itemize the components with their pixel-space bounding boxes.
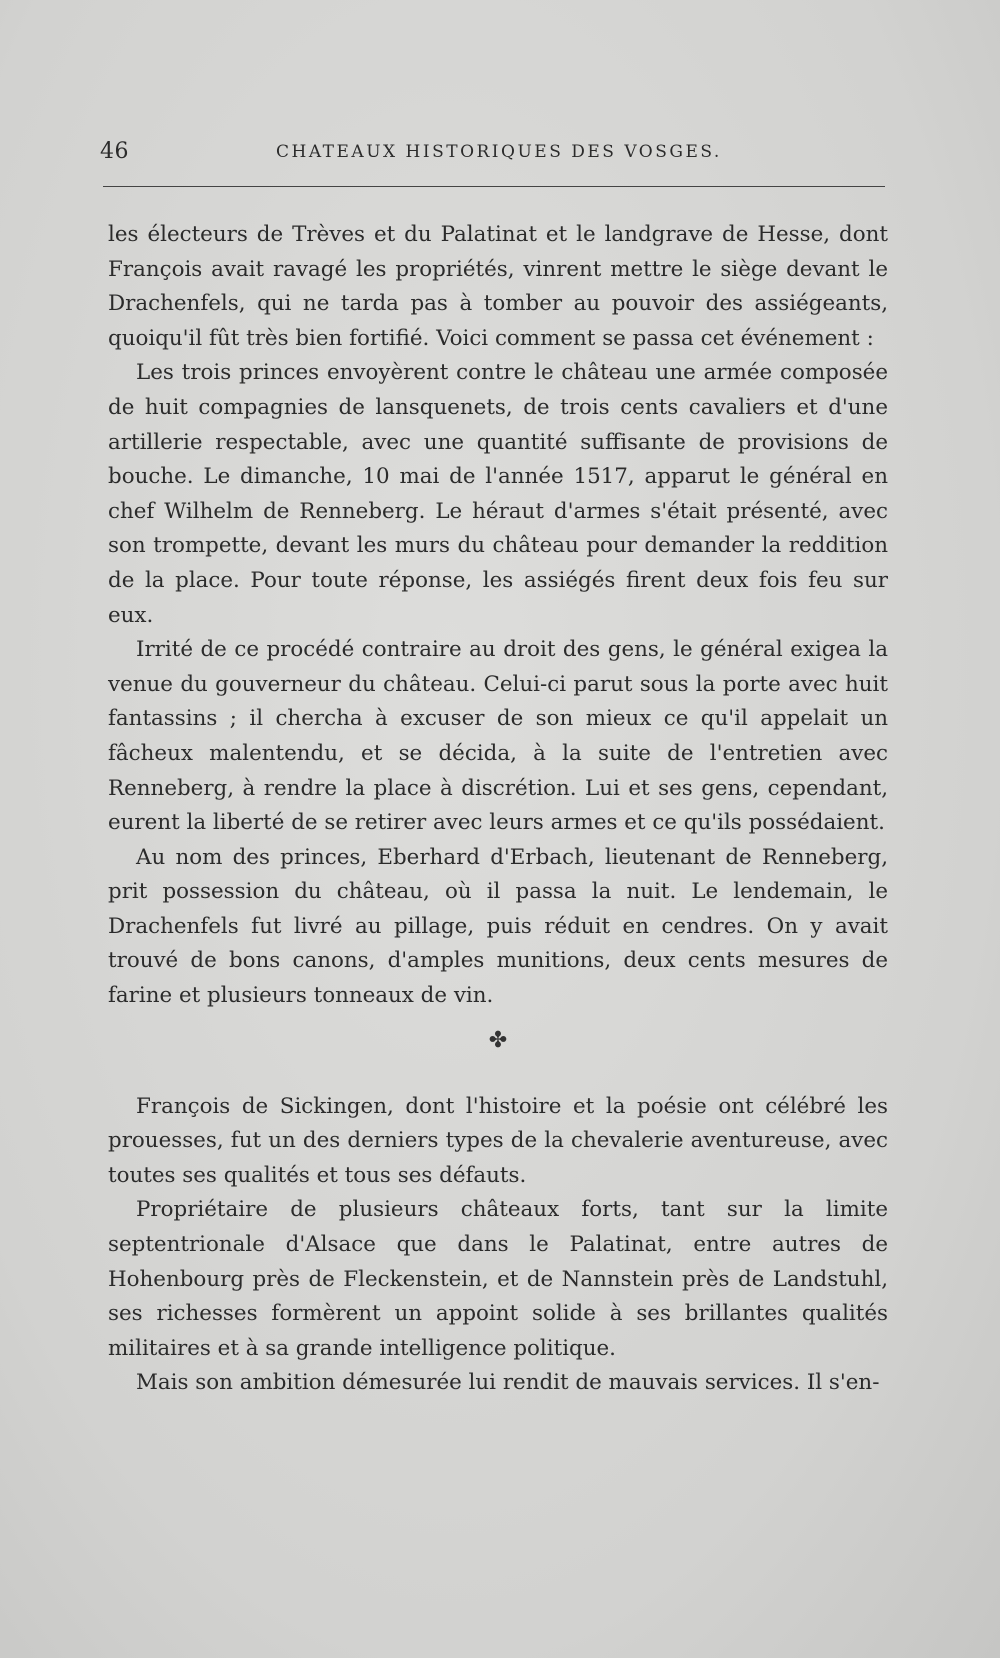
header-rule (103, 186, 885, 187)
paragraph: Au nom des princes, Eberhard d'Erbach, lieutenant de Renneberg, prit possession du château, où il passa la nuit. Le lendemain, le Drachenfels fut livré au pillage, puis réduit en cendres. On y avait trouvé de bons canons, d'amples munitions, deux cents mesures de farine et plusieurs tonneaux de vin. (108, 844, 888, 1009)
paragraph: les électeurs de Trèves et du Palatinat et le landgrave de Hesse, dont François avait ravagé les propriétés, vinrent mettre le siège devant le Drachenfels, qui ne tarda pas à tomber au pouvoir des assiégeants, quoiqu'il fût très bien fortifié. Voici comment se passa cet événement : (108, 222, 888, 351)
section-ornament-icon: ✤ (488, 1027, 508, 1053)
paragraph: Les trois princes envoyèrent contre le château une armée composée de huit compagnies de lansquenets, de trois cents cavaliers et d'une artillerie respectable, avec une quantité suffisante de provisions de bouche. Le dimanche, 10 mai de l'année 1517, apparut le général en chef Wilhelm de Renneberg. Le héraut d'armes s'était présenté, avec son trompette, devant les murs du château pour demander la reddition de la place. Pour toute réponse, les assiégés firent deux fois feu sur eux. (108, 360, 888, 628)
paragraph: Mais son ambition démesurée lui rendit de mauvais services. Il s'en- (136, 1370, 880, 1396)
running-title: CHATEAUX HISTORIQUES DES VOSGES. (276, 142, 722, 162)
paragraph: Irrité de ce procédé contraire au droit des gens, le général exigea la venue du gouverneur du château. Celui-ci parut sous la porte avec huit fantassins ; il chercha à excuser de son mieux ce qu'il appelait un fâcheux malentendu, et se décida, à la suite de l'entretien avec Renneberg, à rendre la place à discrétion. Lui et ses gens, cependant, eurent la liberté de se retirer avec leurs armes et ce qu'ils possédaient. (108, 637, 888, 836)
body-text (108, 218, 888, 1401)
paragraph: François de Sickingen, dont l'histoire et la poésie ont célébré les prouesses, fut un des derniers types de la chevalerie aventureuse, avec toutes ses qualités et tous ses défauts. (108, 1093, 888, 1188)
paragraph: Propriétaire de plusieurs châteaux forts, tant sur la limite septentrionale d'Alsace que dans le Palatinat, entre autres de Hohenbourg près de Fleckenstein, et de Nannstein près de Landstuhl, ses richesses formèrent un appoint solide à ses brillantes qualités militaires et à sa grande intelligence politique. (108, 1197, 888, 1361)
running-head (100, 139, 890, 169)
page-number: 46 (100, 139, 129, 164)
